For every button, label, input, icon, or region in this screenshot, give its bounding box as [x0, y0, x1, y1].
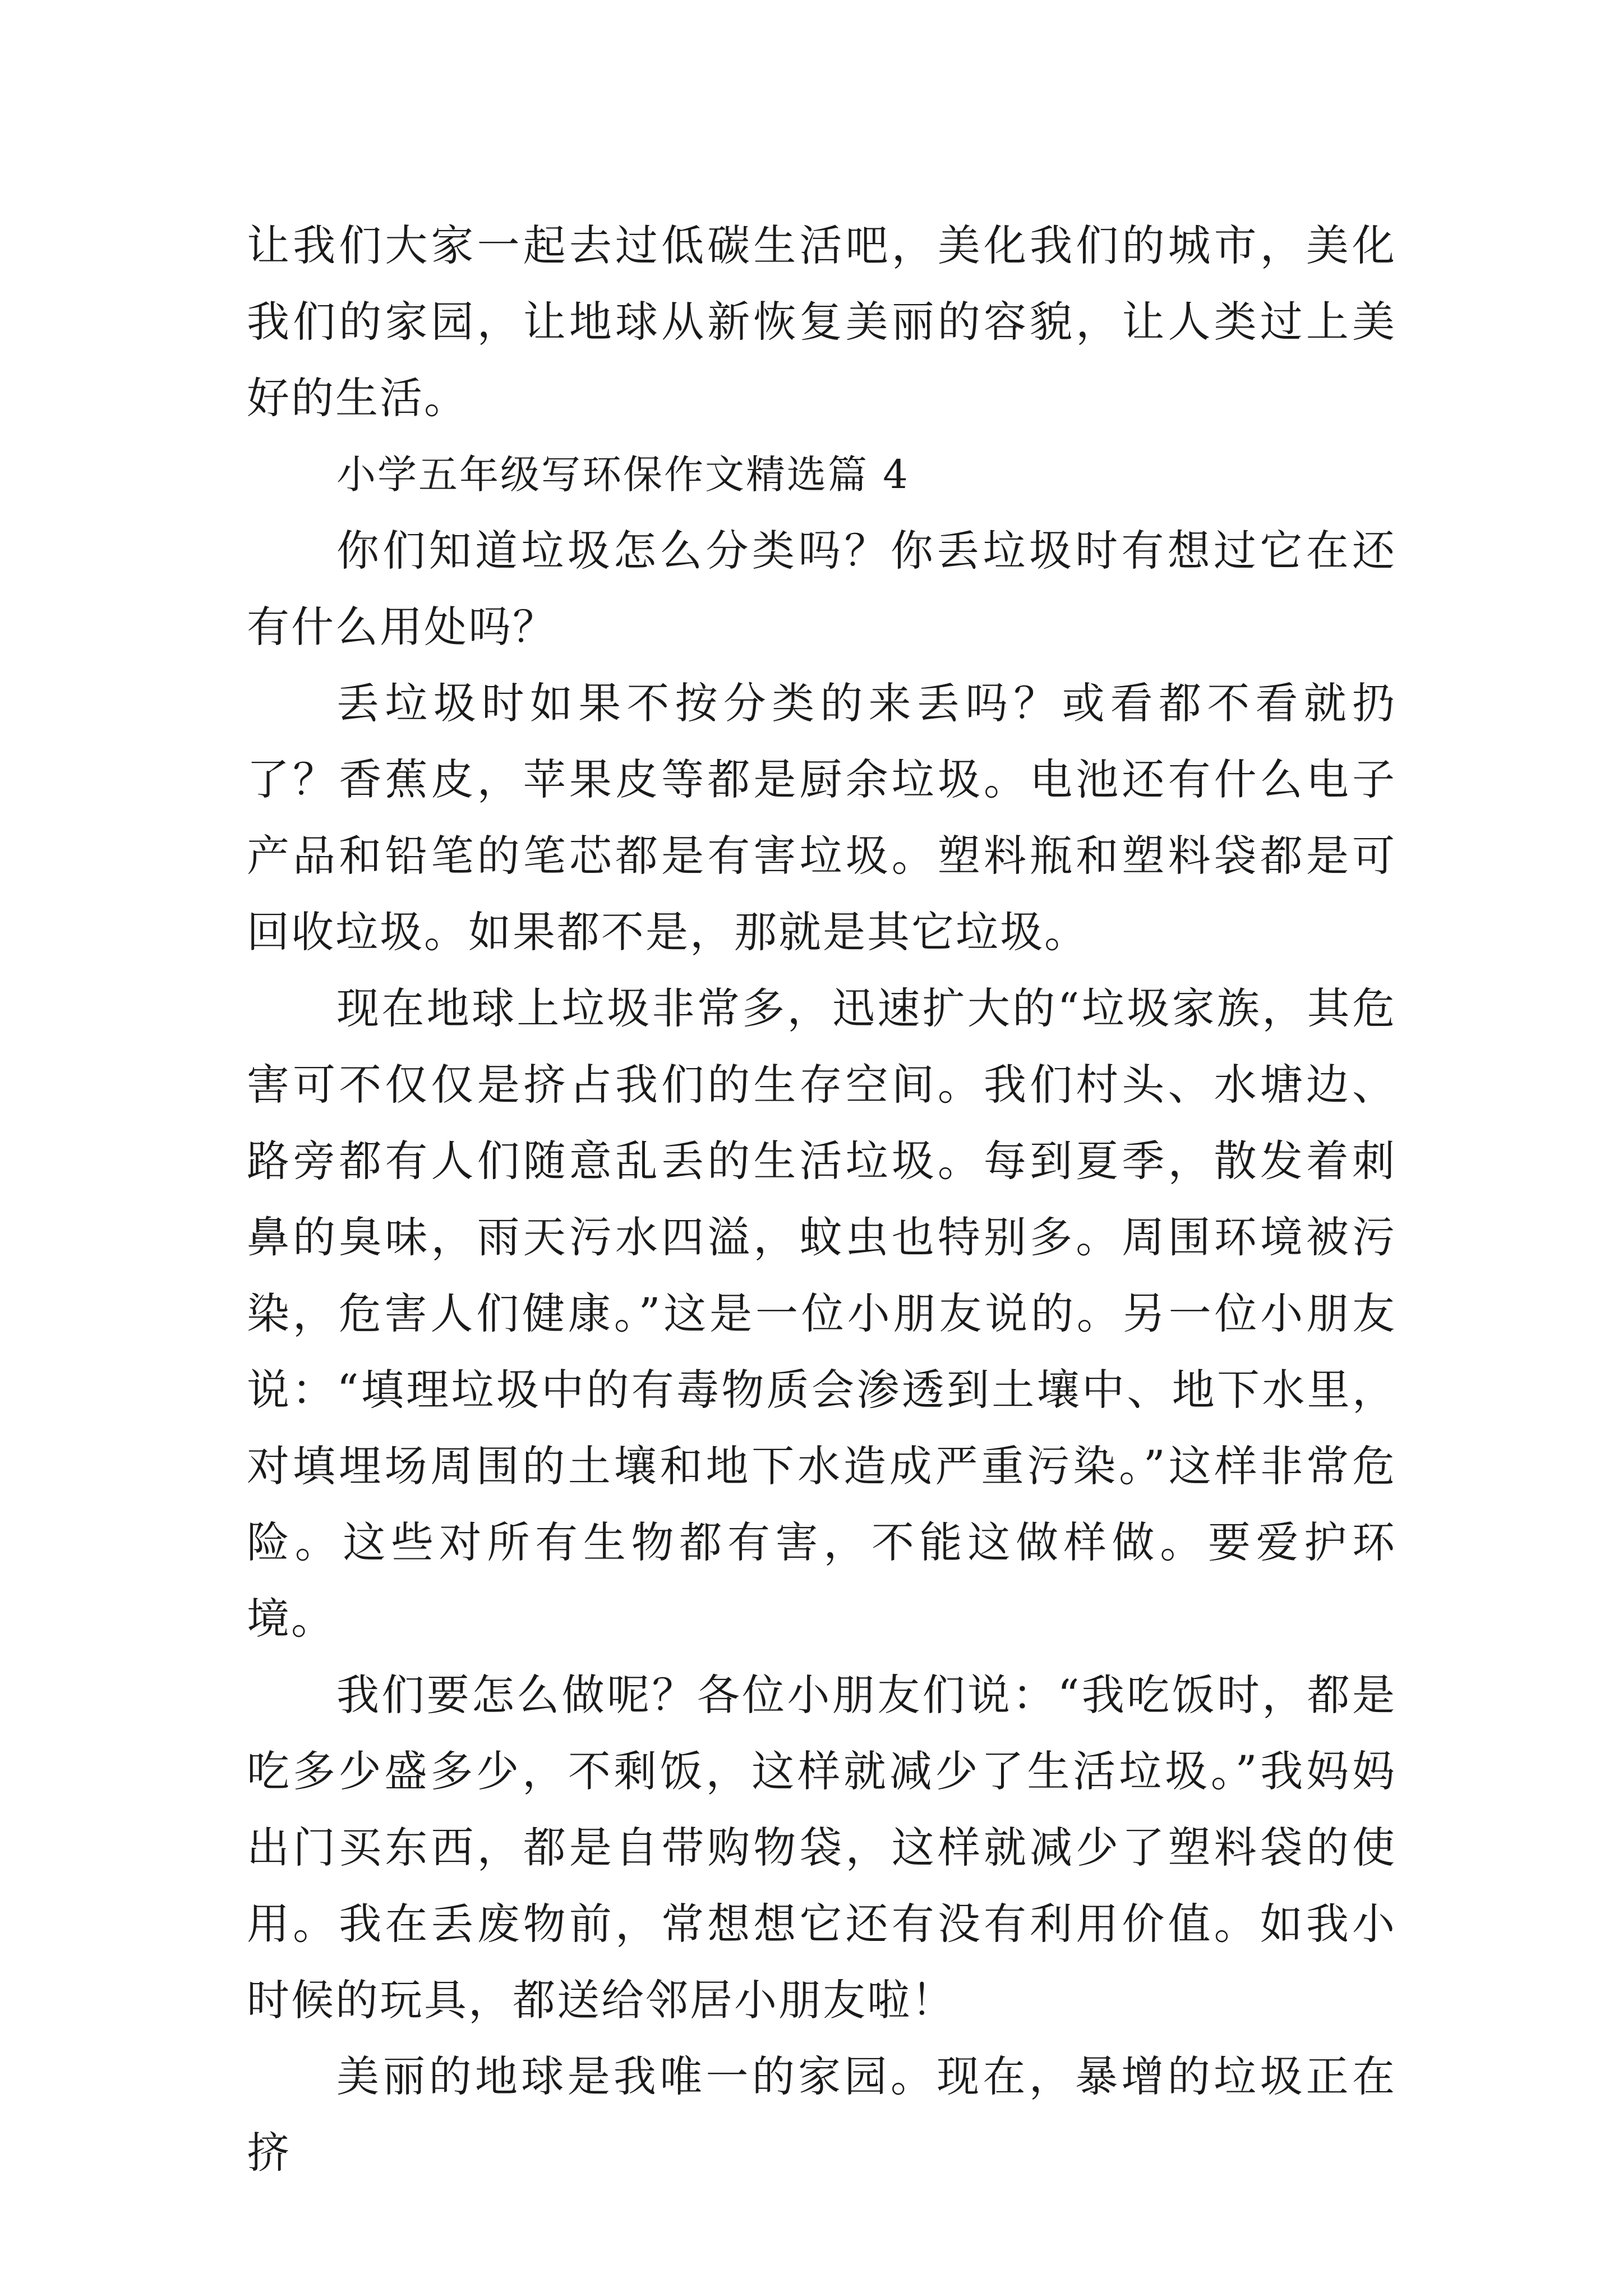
paragraph-problem: 现在地球上垃圾非常多，迅速扩大的“垃圾家族，其危害可不仅仅是挤占我们的生存空间。我们村头、水塘边、路旁都有人们随意乱丢的生活垃圾。每到夏季，散发着刺鼻的臭味，雨天污水四溢，蚊虫也特别多。周围环境被污染，危害人们健康。”这是一位小朋友说的。另一位小朋友说：“填理垃圾中的有毒物质会渗透到土壤中、地下水里，对填埋场周围的土壤和地下水造成严重污染。”这样非常危险。这些对所有生物都有害，不能这做样做。要爱护环境。 — [247, 983, 1396, 1644]
paragraph-sorting: 丢垃圾时如果不按分类的来丢吗？或看都不看就扔了？香蕉皮，苹果皮等都是厨余垃圾。电池还有什么电子产品和铅笔的笔芯都是有害垃圾。塑料瓶和塑料袋都是可回收垃圾。如果都不是，那就是其它垃圾。 — [247, 678, 1396, 957]
paragraph-question: 你们知道垃圾怎么分类吗？你丢垃圾时有想过它在还有什么用处吗？ — [247, 526, 1396, 652]
paragraph-intro: 让我们大家一起去过低碳生活吧，美化我们的城市，美化我们的家园，让地球从新恢复美丽的容貌，让人类过上美好的生活。 — [247, 220, 1396, 423]
paragraph-actions: 我们要怎么做呢？各位小朋友们说：“我吃饭时，都是吃多少盛多少，不剩饭，这样就减少了生活垃圾。”我妈妈出门买东西，都是自带购物袋，这样就减少了塑料袋的使用。我在丢废物前，常想想它还有没有利用价值。如我小时候的玩具，都送给邻居小朋友啦！ — [247, 1670, 1396, 2025]
section-heading: 小学五年级写环保作文精选篇 4 — [336, 452, 910, 498]
paragraph-closing: 美丽的地球是我唯一的家园。现在，暴增的垃圾正在挤 — [247, 2051, 1396, 2178]
article-body — [247, 208, 1396, 2191]
